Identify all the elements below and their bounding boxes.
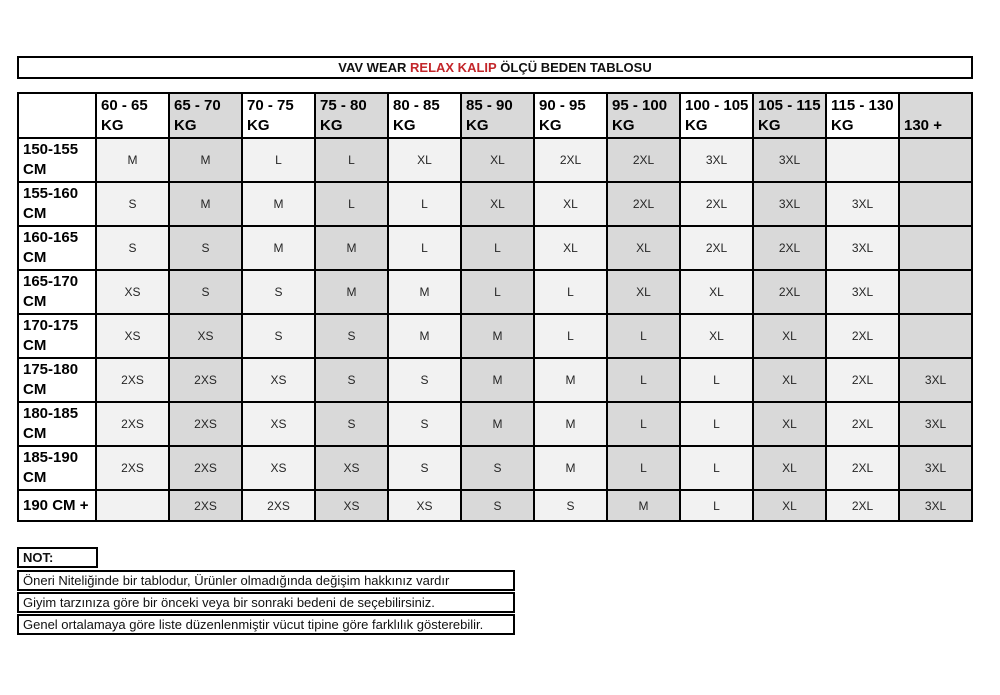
size-cell: M	[242, 182, 315, 226]
size-cell: S	[461, 490, 534, 521]
size-cell: 2XL	[826, 358, 899, 402]
size-cell: XL	[753, 490, 826, 521]
size-cell: L	[534, 314, 607, 358]
size-cell: S	[388, 402, 461, 446]
size-cell: M	[534, 446, 607, 490]
size-cell: XL	[534, 226, 607, 270]
chart-title-highlight: RELAX KALIP	[410, 60, 497, 75]
size-cell	[96, 490, 169, 521]
size-cell: L	[242, 138, 315, 182]
size-cell: M	[388, 270, 461, 314]
size-cell: 2XL	[607, 182, 680, 226]
size-cell: S	[534, 490, 607, 521]
size-cell	[899, 270, 972, 314]
size-cell: S	[315, 402, 388, 446]
size-cell: L	[388, 182, 461, 226]
size-cell: 2XS	[169, 446, 242, 490]
height-label-cell: 155-160 CM	[18, 182, 96, 226]
size-cell: XS	[388, 490, 461, 521]
size-cell: M	[607, 490, 680, 521]
weight-header-cell: 95 - 100 KG	[607, 93, 680, 138]
size-cell: 2XL	[680, 182, 753, 226]
size-cell: M	[315, 270, 388, 314]
size-cell: L	[315, 182, 388, 226]
size-cell: S	[96, 182, 169, 226]
size-cell: 2XS	[96, 402, 169, 446]
table-row	[18, 358, 972, 402]
height-label-cell: 190 CM +	[18, 490, 96, 521]
size-cell: XL	[461, 182, 534, 226]
size-cell: S	[96, 226, 169, 270]
size-cell: M	[534, 402, 607, 446]
size-cell: 3XL	[753, 182, 826, 226]
size-cell: 2XL	[826, 314, 899, 358]
note-line: Genel ortalamaya göre liste düzenlenmiştir vücut tipine göre farklılık gösterebilir.	[17, 614, 515, 635]
chart-title-prefix: VAV WEAR	[338, 60, 411, 75]
size-cell: M	[534, 358, 607, 402]
note-line: Giyim tarzınıza göre bir önceki veya bir sonraki bedeni de seçebilirsiniz.	[17, 592, 515, 613]
size-cell: 2XS	[96, 446, 169, 490]
size-cell: 2XS	[169, 490, 242, 521]
size-cell: 3XL	[826, 270, 899, 314]
height-label-cell: 170-175 CM	[18, 314, 96, 358]
size-cell: 2XL	[826, 402, 899, 446]
size-cell: XL	[607, 226, 680, 270]
size-cell: L	[607, 358, 680, 402]
size-cell: XS	[242, 402, 315, 446]
size-cell: L	[680, 402, 753, 446]
size-cell: S	[242, 270, 315, 314]
size-cell: S	[169, 226, 242, 270]
size-cell: S	[388, 446, 461, 490]
size-cell: 2XS	[242, 490, 315, 521]
size-cell: XS	[315, 446, 388, 490]
size-cell: L	[607, 402, 680, 446]
size-chart-table	[17, 92, 973, 522]
size-cell: 2XS	[96, 358, 169, 402]
table-row	[18, 226, 972, 270]
size-cell: 3XL	[826, 182, 899, 226]
weight-header-cell: 130 +	[899, 93, 972, 138]
weight-header-cell: 65 - 70 KG	[169, 93, 242, 138]
weight-header-cell: 115 - 130 KG	[826, 93, 899, 138]
size-cell: XS	[242, 358, 315, 402]
size-cell	[899, 182, 972, 226]
size-cell: 3XL	[826, 226, 899, 270]
notes-header: NOT:	[17, 547, 98, 568]
size-cell: XL	[534, 182, 607, 226]
size-cell: M	[461, 402, 534, 446]
size-cell: 3XL	[899, 446, 972, 490]
note-line: Öneri Niteliğinde bir tablodur, Ürünler olmadığında değişim hakkınız vardır	[17, 570, 515, 591]
size-cell: S	[242, 314, 315, 358]
size-cell: S	[461, 446, 534, 490]
size-cell: M	[169, 138, 242, 182]
size-cell: XL	[607, 270, 680, 314]
size-cell: XS	[96, 314, 169, 358]
size-cell: XL	[753, 358, 826, 402]
chart-title-suffix: ÖLÇÜ BEDEN TABLOSU	[496, 60, 652, 75]
size-cell: L	[388, 226, 461, 270]
size-cell: L	[607, 446, 680, 490]
height-label-cell: 150-155 CM	[18, 138, 96, 182]
size-cell: M	[169, 182, 242, 226]
height-label-cell: 165-170 CM	[18, 270, 96, 314]
size-cell: L	[534, 270, 607, 314]
chart-title	[17, 56, 973, 79]
table-row	[18, 138, 972, 182]
size-cell: 2XS	[169, 358, 242, 402]
size-cell: L	[461, 270, 534, 314]
size-cell: S	[388, 358, 461, 402]
weight-header-cell: 105 - 115 KG	[753, 93, 826, 138]
weight-header-cell: 90 - 95 KG	[534, 93, 607, 138]
size-cell: M	[461, 358, 534, 402]
size-cell: 2XL	[607, 138, 680, 182]
size-cell: L	[461, 226, 534, 270]
weight-header-cell: 100 - 105 KG	[680, 93, 753, 138]
table-row	[18, 182, 972, 226]
height-label-cell: 160-165 CM	[18, 226, 96, 270]
table-row	[18, 402, 972, 446]
size-cell: XS	[315, 490, 388, 521]
height-label-cell: 180-185 CM	[18, 402, 96, 446]
size-cell: XL	[680, 270, 753, 314]
size-cell: XL	[461, 138, 534, 182]
size-cell: XL	[753, 314, 826, 358]
size-cell	[899, 226, 972, 270]
size-cell: L	[680, 358, 753, 402]
size-cell: 2XL	[826, 446, 899, 490]
table-row	[18, 314, 972, 358]
weight-header-cell: 60 - 65 KG	[96, 93, 169, 138]
size-cell: XL	[680, 314, 753, 358]
size-cell: 2XL	[753, 226, 826, 270]
size-cell: M	[242, 226, 315, 270]
size-cell: XS	[96, 270, 169, 314]
size-cell: 2XL	[753, 270, 826, 314]
size-cell: XL	[388, 138, 461, 182]
size-cell: 3XL	[899, 358, 972, 402]
weight-header-cell: 70 - 75 KG	[242, 93, 315, 138]
size-cell: XS	[242, 446, 315, 490]
size-cell: XS	[169, 314, 242, 358]
size-cell: M	[461, 314, 534, 358]
size-cell: S	[169, 270, 242, 314]
size-cell: S	[315, 358, 388, 402]
weight-header-cell: 75 - 80 KG	[315, 93, 388, 138]
height-label-cell: 185-190 CM	[18, 446, 96, 490]
weight-header-row	[18, 93, 972, 138]
size-cell: S	[315, 314, 388, 358]
size-cell	[899, 138, 972, 182]
size-cell	[826, 138, 899, 182]
size-cell: XL	[753, 446, 826, 490]
size-cell: 3XL	[680, 138, 753, 182]
size-cell: XL	[753, 402, 826, 446]
size-cell: 2XL	[534, 138, 607, 182]
table-row	[18, 446, 972, 490]
size-cell: 2XS	[169, 402, 242, 446]
size-cell: 2XL	[680, 226, 753, 270]
size-cell: L	[315, 138, 388, 182]
size-cell: L	[680, 446, 753, 490]
weight-header-cell: 85 - 90 KG	[461, 93, 534, 138]
size-cell: 3XL	[899, 490, 972, 521]
table-row	[18, 490, 972, 521]
size-cell	[899, 314, 972, 358]
size-cell: 3XL	[753, 138, 826, 182]
size-cell: M	[388, 314, 461, 358]
size-cell: 3XL	[899, 402, 972, 446]
table-row	[18, 270, 972, 314]
size-cell: 2XL	[826, 490, 899, 521]
size-cell: M	[315, 226, 388, 270]
size-cell: L	[607, 314, 680, 358]
height-label-cell: 175-180 CM	[18, 358, 96, 402]
corner-cell	[18, 93, 96, 138]
weight-header-cell: 80 - 85 KG	[388, 93, 461, 138]
size-cell: M	[96, 138, 169, 182]
size-cell: L	[680, 490, 753, 521]
